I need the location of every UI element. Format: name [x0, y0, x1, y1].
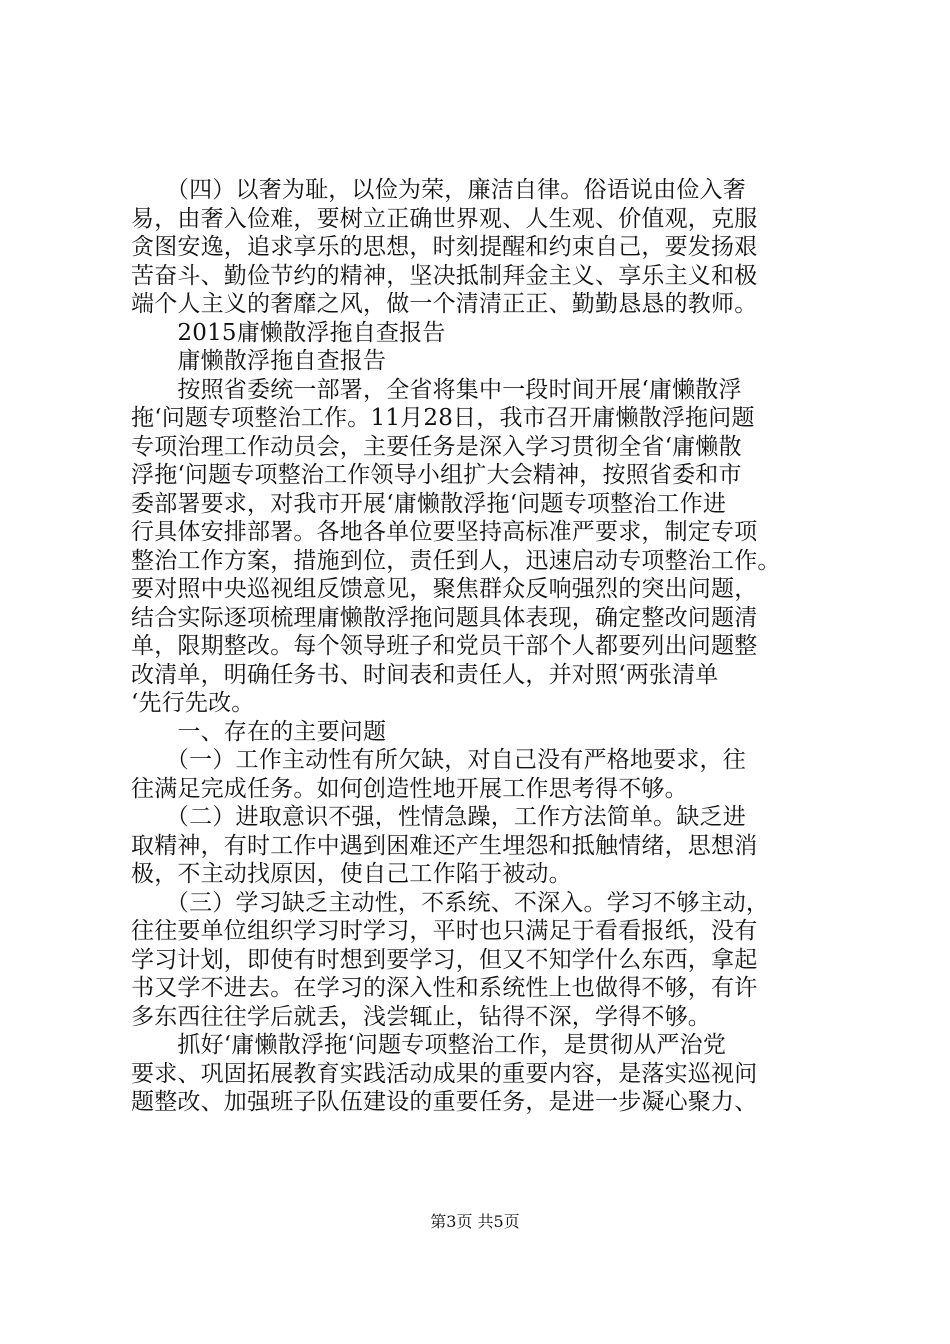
text-line: ‘先行先改。 [131, 690, 255, 716]
text-line: 拖‘问题专项整治工作。11月28日，我市召开庸懒散浮拖问题 [131, 405, 755, 431]
text-line: 苦奋斗、勤俭节约的精神，坚决抵制拜金主义、享乐主义和极 [131, 262, 758, 289]
text-line: 一、存在的主要问题 [131, 718, 387, 745]
text-line: 2015庸懒散浮拖自查报告 [131, 319, 446, 346]
text-line: 委部署要求，对我市开展‘庸懒散浮拖‘问题专项整治工作进 [131, 490, 727, 517]
page-footer: 第3页 共5页 [430, 1212, 520, 1231]
text-line: 专项治理工作动员会，主要任务是深入学习贯彻全省‘庸懒散 [131, 433, 742, 460]
text-line: 要对照中央巡视组反馈意见，聚焦群众反响强烈的突出问题， [131, 576, 758, 602]
text-line: 书又学不进去。在学习的深入性和系统性上也做得不够，有许 [131, 975, 758, 1001]
text-line: 题整改、加强班子队伍建设的重要任务，是进一步凝心聚力、 [131, 1089, 758, 1115]
text-line: （二）进取意识不强，性情急躁，工作方法简单。缺乏进 [131, 804, 746, 830]
text-line: 抓好‘庸懒散浮拖‘问题专项整治工作，是贯彻从严治党 [131, 1032, 727, 1058]
text-line: 要求、巩固拓展教育实践活动成果的重要内容，是落实巡视问 [131, 1060, 758, 1087]
text-line: 多东西往往学后就丢，浅尝辄止，钻得不深，学得不够。 [131, 1003, 711, 1030]
text-line: （四）以奢为耻，以俭为荣，廉洁自律。俗语说由俭入奢 [131, 177, 746, 203]
text-line: 改清单，明确任务书、时间表和责任人，并对照‘两张清单 [131, 661, 719, 688]
text-line: 单，限期整改。每个领导班子和党员干部个人都要列出问题整 [131, 633, 758, 659]
text-line: 取精神，有时工作中遇到困难还产生埋怨和抵触情绪，思想消 [131, 832, 758, 859]
text-line: 易，由奢入俭难，要树立正确世界观、人生观、价值观，克服 [131, 205, 758, 232]
text-line: 行具体安排部署。各地各单位要坚持高标准严要求，制定专项 [131, 519, 758, 545]
text-line: 往往要单位组织学习时学习，平时也只满足于看看报纸，没有 [131, 918, 758, 944]
text-line: 庸懒散浮拖自查报告 [131, 348, 387, 374]
text-line: 按照省委统一部署，全省将集中一段时间开展‘庸懒散浮 [131, 376, 742, 403]
text-line: 往满足完成任务。如何创造性地开展工作思考得不够。 [131, 775, 688, 802]
document-body [131, 176, 831, 1117]
text-line: （一）工作主动性有所欠缺，对自己没有严格地要求，往 [131, 747, 746, 773]
text-line: 端个人主义的奢靡之风，做一个清清正正、勤勤恳恳的教师。 [131, 291, 758, 317]
text-line: 整治工作方案，措施到位，责任到人，迅速启动专项整治工作。 [131, 547, 781, 574]
text-line: 学习计划，即使有时想到要学习，但又不知学什么东西，拿起 [131, 946, 758, 973]
text-line: （三）学习缺乏主动性，不系统、不深入。学习不够主动， [131, 889, 770, 916]
text-line: 浮拖‘问题专项整治工作领导小组扩大会精神，按照省委和市 [131, 462, 742, 488]
text-line: 结合实际逐项梳理庸懒散浮拖问题具体表现，确定整改问题清 [131, 604, 758, 631]
text-line: 贪图安逸，追求享乐的思想，时刻提醒和约束自己，要发扬艰 [131, 234, 758, 260]
text-line: 极，不主动找原因，使自己工作陷于被动。 [131, 861, 572, 887]
